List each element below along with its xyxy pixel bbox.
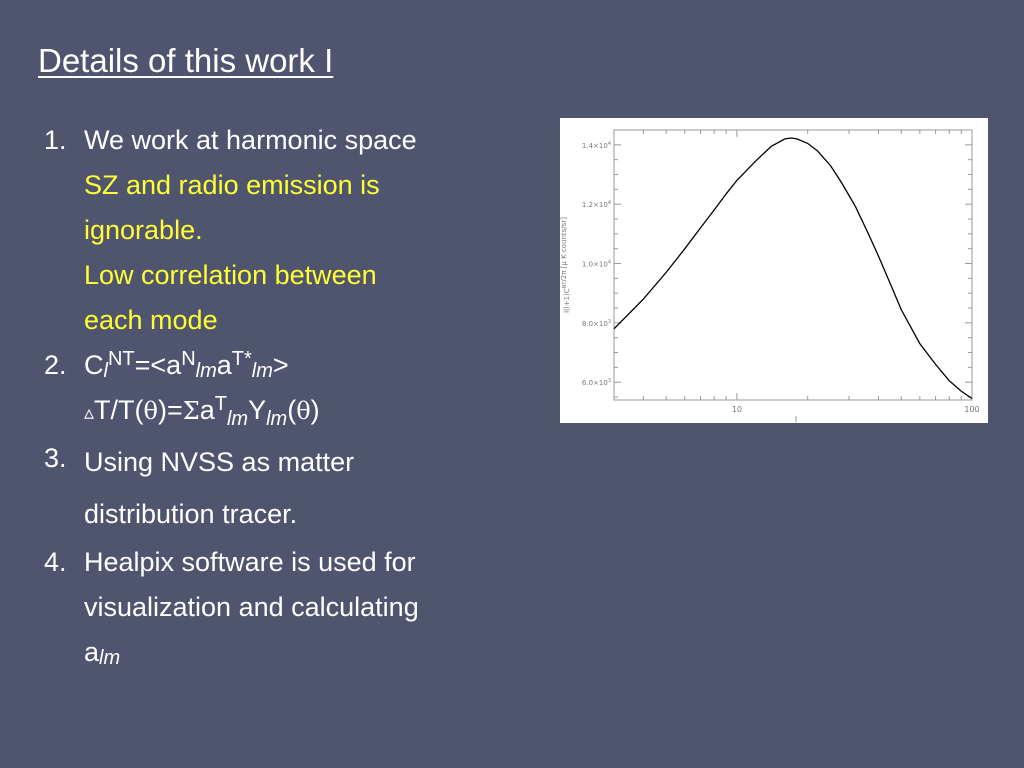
eq-symbol: Y (248, 395, 267, 425)
eq-symbol: > (272, 350, 289, 380)
a-symbol: a (84, 637, 100, 667)
list-item-1 (44, 118, 544, 343)
list-item-3 (44, 436, 544, 540)
eq-symbol: C (84, 350, 104, 380)
delta-icon: ▵ (84, 402, 95, 424)
eq-symbol: ( (287, 395, 297, 425)
list-item-4 (44, 540, 544, 675)
chart-svg (560, 118, 988, 423)
y-axis-label: $l(l+1)C^{NT}/2\pi$ [μ K counts/sr] (560, 217, 571, 313)
a-subscript: lm (99, 647, 121, 669)
x-axis-label: l (794, 415, 798, 423)
eq-symbol: )= (157, 395, 183, 425)
eq-symbol: T/T( (94, 395, 144, 425)
eq-superscript: T* (231, 348, 252, 370)
eq-symbol: ) (310, 395, 320, 425)
eq-symbol: Σ (182, 397, 200, 425)
highlight-text: ignorable. (84, 215, 203, 245)
eq-superscript: N (181, 348, 196, 370)
eq-subscript: lm (226, 408, 249, 430)
eq-symbol: a (199, 395, 215, 425)
item-number: 1. (44, 125, 67, 155)
item-number: 4. (44, 547, 67, 577)
slide-title: Details of this work I (38, 42, 334, 79)
item-number: 3. (44, 443, 67, 473)
list-item-2 (44, 343, 544, 436)
eq-superscript: NT (107, 348, 135, 370)
y-tick-label: $1.2\times 10^4$ (581, 200, 611, 210)
y-tick-label: $1.4\times 10^4$ (581, 140, 611, 150)
y-tick-label: $6.0\times 10^3$ (581, 378, 611, 388)
item-text: We work at harmonic space (84, 125, 417, 155)
equation-cross-correlation (84, 343, 544, 388)
item-text: distribution tracer. (84, 499, 298, 529)
x-tick-label: 10 (731, 405, 743, 414)
eq-subscript: lm (251, 360, 273, 382)
series-line-0 (614, 138, 972, 399)
eq-symbol: =<a (134, 350, 182, 380)
highlight-text: SZ and radio emission is (84, 170, 380, 200)
item-number: 2. (44, 350, 67, 380)
plot-frame (614, 130, 972, 400)
highlight-text: each mode (84, 305, 218, 335)
eq-symbol: θ (296, 397, 311, 425)
y-tick-label: $8.0\times 10^3$ (581, 318, 611, 328)
y-tick-label: $1.0\times 10^4$ (581, 259, 611, 269)
item-text: visualization and calculating (84, 592, 419, 622)
highlight-text: Low correlation between (84, 260, 377, 290)
eq-symbol: a (216, 350, 232, 380)
equation-temperature (84, 388, 544, 436)
item-text: Using NVSS as matter (84, 447, 355, 477)
eq-symbol: θ (143, 397, 158, 425)
bullet-list (44, 118, 544, 675)
item-text: Healpix software is used for (84, 547, 416, 577)
item-text (84, 630, 544, 675)
power-spectrum-chart (560, 118, 988, 423)
x-tick-label: 100 (964, 405, 980, 414)
eq-subscript: lm (266, 408, 288, 430)
eq-subscript: lm (195, 360, 217, 382)
eq-superscript: T (214, 393, 227, 415)
eq-subscript: l (103, 360, 108, 382)
